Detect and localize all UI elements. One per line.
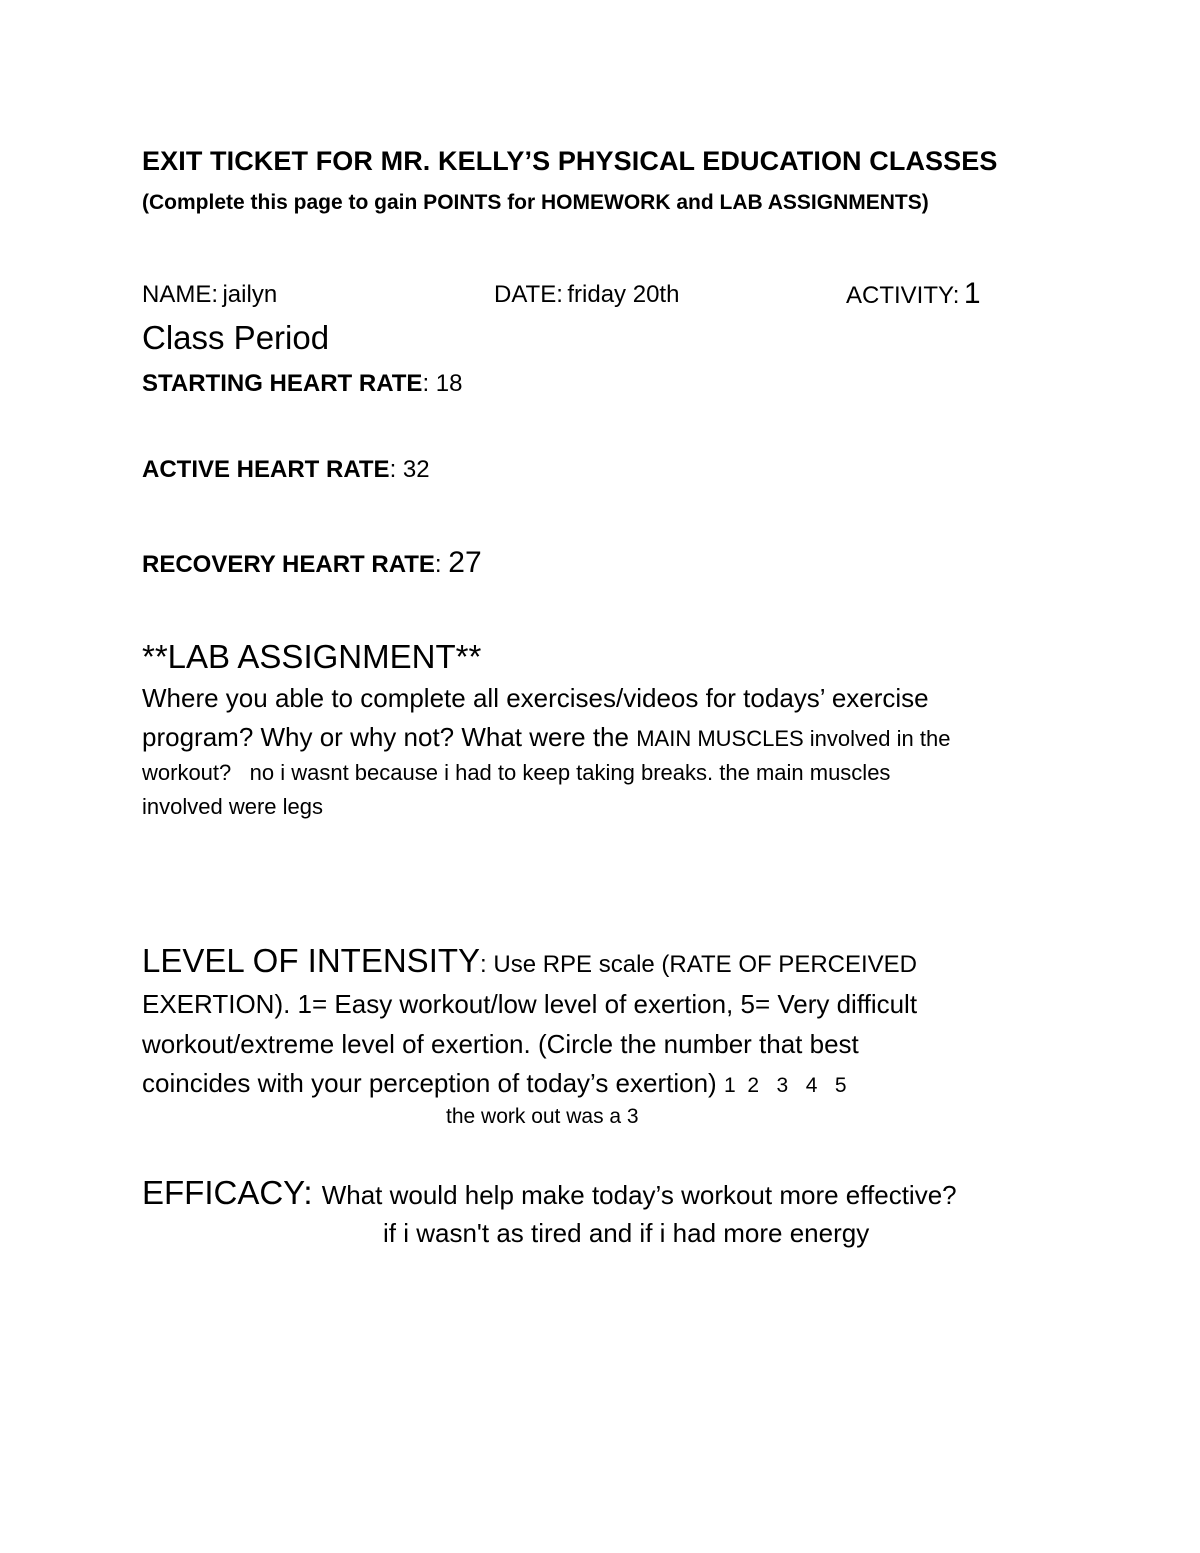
intensity-line-2: EXERTION). 1= Easy workout/low level of exertion, 5= Very difficult	[142, 989, 918, 1019]
starting-heart-rate: STARTING HEART RATE: 18	[142, 370, 463, 397]
lab-question-line-2a: program? Why or why not? What were the	[142, 722, 637, 752]
rpe-scale	[724, 1074, 847, 1097]
efficacy-question: What would help make today’s workout more effective?	[321, 1180, 957, 1210]
recovery-heart-rate: RECOVERY HEART RATE: 27	[142, 546, 482, 579]
name-field	[142, 283, 277, 307]
rpe-option-1: 1	[723, 1074, 736, 1097]
intensity-line-1	[142, 944, 917, 977]
efficacy-heading: EFFICACY:	[142, 1174, 313, 1211]
name-value: jailyn	[222, 281, 278, 308]
active-heart-rate-value: 32	[402, 456, 430, 483]
lab-answer-line-2: involved were legs	[142, 794, 323, 819]
rpe-option-3: 3	[776, 1074, 789, 1097]
recovery-heart-rate-value: 27	[448, 546, 482, 579]
rpe-option-5: 5	[834, 1074, 847, 1097]
lab-question-line-2	[142, 724, 950, 750]
recovery-heart-rate-label: RECOVERY HEART RATE	[142, 551, 435, 578]
intensity-heading: LEVEL OF INTENSITY	[142, 942, 481, 979]
rpe-option-4: 4	[805, 1074, 818, 1097]
lab-question-workout: workout?	[142, 760, 232, 785]
intensity-heading-rest: : Use RPE scale (RATE OF PERCEIVED	[480, 951, 918, 978]
lab-question-line-2b: MAIN MUSCLES involved in the	[636, 726, 951, 751]
active-heart-rate: ACTIVE HEART RATE: 32	[142, 456, 430, 483]
starting-heart-rate-label: STARTING HEART RATE	[142, 370, 423, 397]
name-label: NAME:	[142, 281, 219, 308]
activity-label: ACTIVITY:	[846, 282, 960, 309]
date-value: friday 20th	[567, 281, 680, 308]
lab-question-line-3	[142, 762, 890, 784]
intensity-question: coincides with your perception of today’s exertion)	[142, 1068, 717, 1098]
intensity-line-3: workout/extreme level of exertion. (Circle the number that best	[142, 1029, 859, 1059]
activity-field	[846, 279, 981, 309]
rpe-option-2: 2	[747, 1074, 759, 1097]
starting-heart-rate-value: 18	[435, 370, 463, 397]
activity-value: 1	[963, 277, 981, 310]
page-subtitle: (Complete this page to gain POINTS for HOMEWORK and LAB ASSIGNMENTS)	[142, 191, 929, 214]
active-heart-rate-label: ACTIVE HEART RATE	[142, 456, 390, 483]
intensity-answer: the work out was a 3	[446, 1105, 639, 1128]
efficacy-answer: if i wasn't as tired and if i had more energy	[383, 1218, 870, 1248]
date-label: DATE:	[494, 281, 563, 308]
lab-assignment-heading: **LAB ASSIGNMENT**	[142, 638, 482, 675]
page-title: EXIT TICKET FOR MR. KELLY’S PHYSICAL EDUCATION CLASSES	[142, 146, 998, 176]
date-field	[494, 283, 679, 307]
lab-question-line-1: Where you able to complete all exercises/videos for todays’ exercise	[142, 683, 929, 713]
class-period-label: Class Period	[142, 319, 330, 356]
efficacy-line	[142, 1176, 957, 1209]
lab-answer-line-1: no i wasnt because i had to keep taking breaks. the main muscles	[249, 760, 891, 785]
intensity-line-4	[142, 1070, 847, 1096]
